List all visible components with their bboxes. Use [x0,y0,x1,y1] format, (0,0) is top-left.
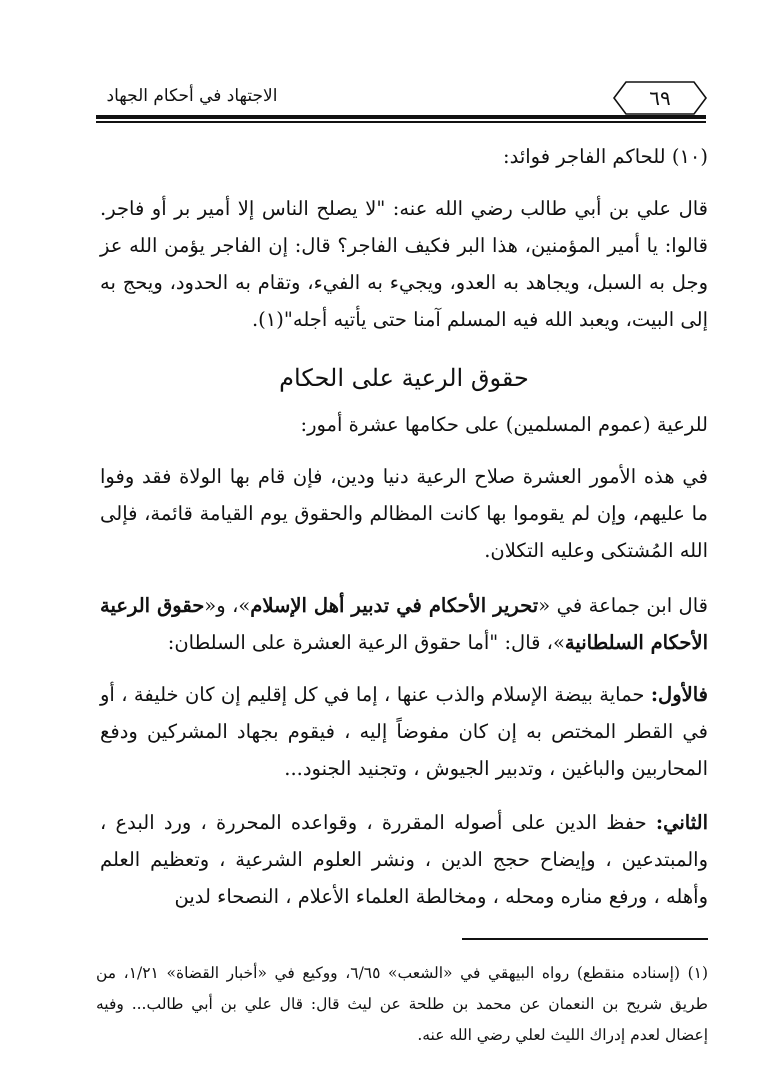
section-heading: حقوق الرعية على الحكام [279,364,529,392]
second-right-text: حفظ الدين على أصوله المقررة ، وقواعده المحررة ، ورد البدع ، والمبتدعين ، وإيضاح حجج الدين ، ونشر العلوم الشرعية ، وتعظيم العلم وأهله ، ورفع مناره ومحله ، ومخالطة العلماء الأعلام ، النصحاء لدين [100,811,708,908]
paragraph-ten-matters: في هذه الأمور العشرة صلاح الرعية دنيا ودين، فإن قام بها الولاة فقد وفوا ما عليهم، وإن لم يقوموا بها كانت المظالم والحقوق يوم القيامة قائمة، فإلى الله المُشتكى وعليه التكلان. [100,465,708,562]
header-rule-thin [96,121,706,123]
paragraph-first-right [100,676,708,787]
ibn-jamaa-intro: قال ابن جماعة في « [538,594,708,617]
footnote-rule [462,938,708,940]
first-right-label: فالأول: [650,683,708,706]
paragraph-benefits-title: (١٠) للحاكم الفاجر فوائد: [503,145,708,168]
running-title: الاجتهاد في أحكام الجهاد [106,86,278,106]
paragraph-second-right [100,804,708,915]
page-number: ٦٩ [649,86,671,110]
paragraph-ibn-jamaa [100,587,708,661]
paragraph-ali-quote: قال علي بن أبي طالب رضي الله عنه: "لا يصلح الناس إلا أمير بر أو فاجر. قالوا: يا أمير المؤمنين، هذا البر فكيف الفاجر؟ قال: إن الفاجر يؤمن الله عز وجل به السبل، ويجاهد به العدو، ويجيء به الفيء، وتقام به الحدود، ويحج به إلى البيت، ويعبد الله فيه المسلم آمنا حتى يأتيه أجله"(١). [100,197,708,331]
header-rule-thick [96,115,706,119]
ibn-jamaa-sep: »، و« [204,594,251,617]
book-title-huquq: حقوق الرعية الأحكام السلطانية [100,594,708,654]
first-right-text: حماية بيضة الإسلام والذب عنها ، إما في كل إقليم إن كان خليفة ، أو في القطر المختص به إن كان مفوضاً إليه ، فيقوم بجهاد المشركين ودفع المحاربين والباغين ، وتدبير الجيوش ، وتجنيد الجنود... [100,683,708,780]
second-right-label: الثاني: [655,811,708,834]
paragraph-intro-rights: للرعية (عموم المسلمين) على حكامها عشرة أمور: [300,413,708,436]
footnote: (١) (إسناده منقطع) رواه البيهقي في «الشعب» ٦/٦٥، ووكيع في «أخبار القضاة» ١/٢١، من طريق شريح بن النعمان عن محمد بن طلحة عن ليث قال: قال علي بن أبي طالب... وفيه إعضال لعدم إدراك الليث لعلي رضي الله عنه. [96,964,709,1044]
page-number-frame [612,80,708,116]
book-title-tahrir: تحرير الأحكام في تدبير أهل الإسلام [250,594,539,617]
ibn-jamaa-quote: »، قال: "أما حقوق الرعية العشرة على السلطان: [167,631,565,654]
